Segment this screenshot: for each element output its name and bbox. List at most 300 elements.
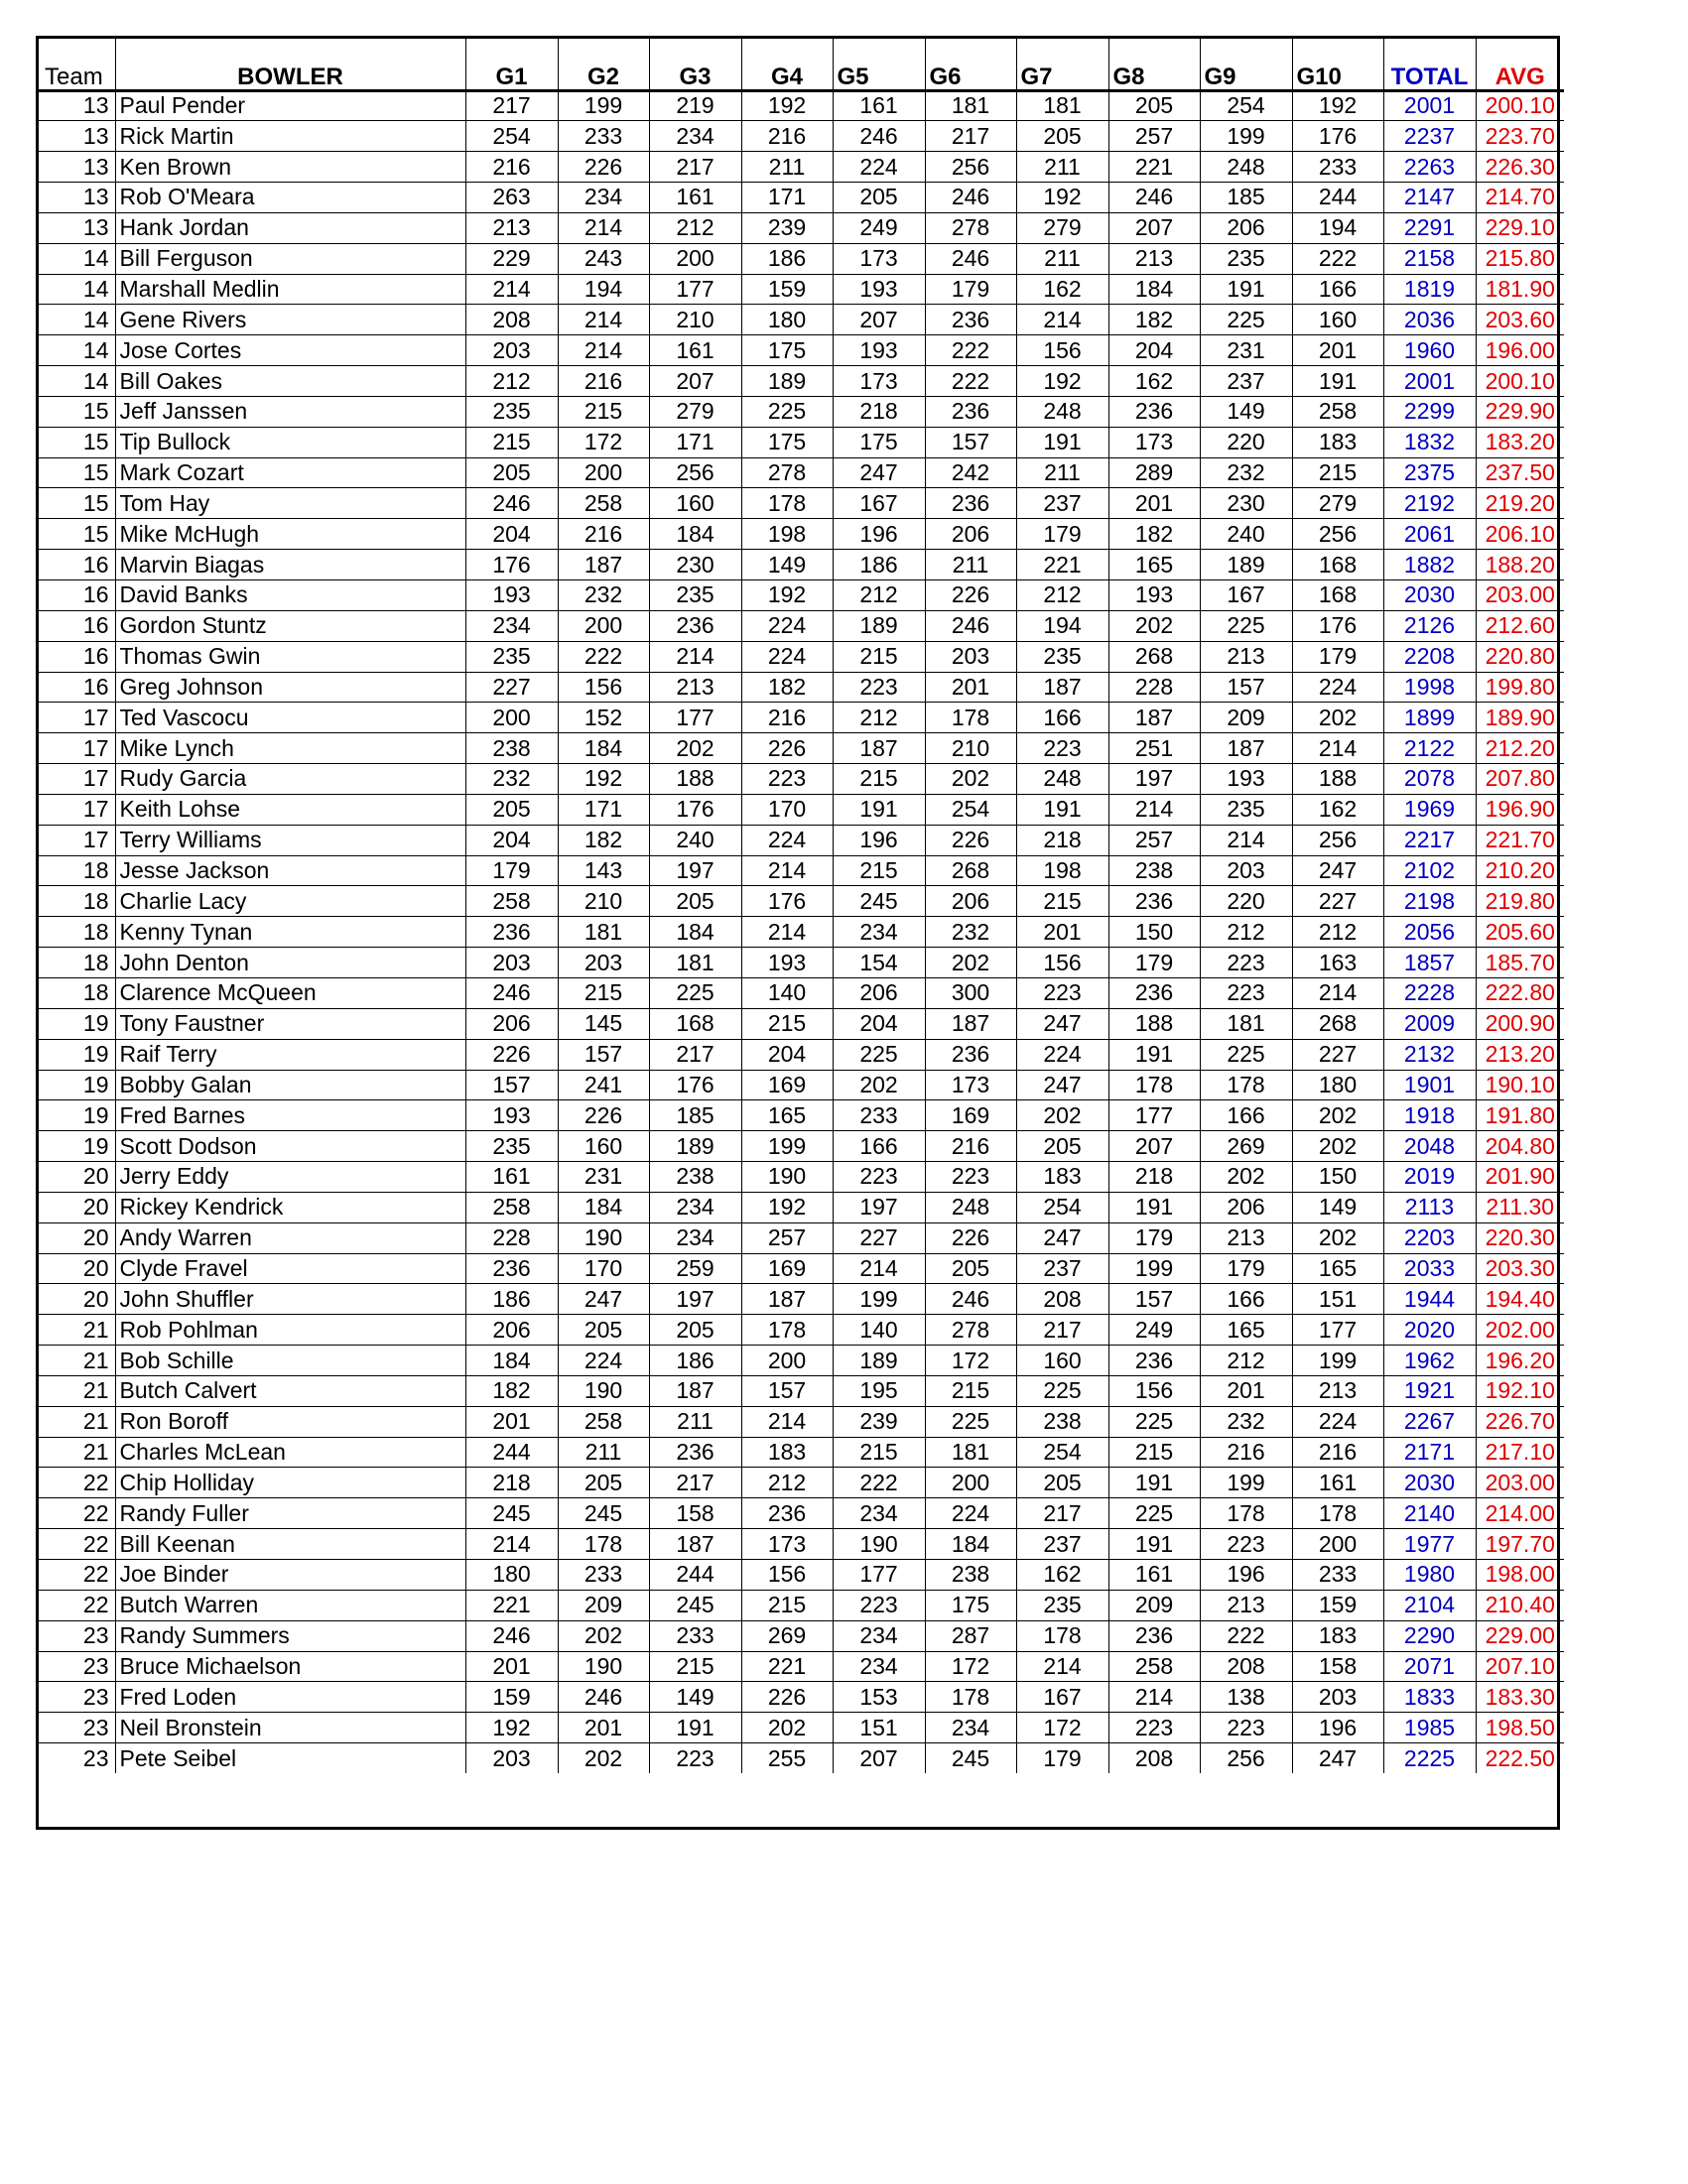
game-score-cell: 247	[1292, 1743, 1383, 1774]
game-score-cell: 187	[1108, 703, 1200, 733]
bowler-name-cell: Kenny Tynan	[115, 917, 465, 948]
game-score-cell: 192	[1292, 90, 1383, 121]
game-score-cell: 218	[1108, 1162, 1200, 1193]
table-row	[39, 948, 1564, 978]
game-score-cell: 222	[1200, 1620, 1292, 1651]
game-score-cell: 223	[925, 1162, 1016, 1193]
average-cell: 222.80	[1476, 977, 1564, 1008]
game-score-cell: 206	[1200, 1192, 1292, 1222]
bowler-name-cell: Mark Cozart	[115, 457, 465, 488]
team-cell: 15	[39, 427, 115, 457]
table-row	[39, 90, 1564, 121]
bowler-name-cell: Jerry Eddy	[115, 1162, 465, 1193]
game-score-cell: 247	[1016, 1070, 1108, 1100]
game-score-cell: 246	[925, 183, 1016, 213]
average-cell: 210.40	[1476, 1590, 1564, 1620]
bowler-name-cell: David Banks	[115, 580, 465, 611]
game-score-cell: 186	[465, 1284, 558, 1315]
bowler-name-cell: Keith Lohse	[115, 794, 465, 825]
game-score-cell: 157	[465, 1070, 558, 1100]
average-cell: 223.70	[1476, 121, 1564, 152]
game-score-cell: 215	[1108, 1437, 1200, 1468]
total-cell: 1918	[1383, 1100, 1476, 1131]
game-score-cell: 201	[1292, 335, 1383, 366]
team-cell: 21	[39, 1437, 115, 1468]
table-row	[39, 1620, 1564, 1651]
game-score-cell: 168	[649, 1008, 741, 1039]
game-score-cell: 214	[1016, 1651, 1108, 1682]
game-score-cell: 232	[558, 580, 649, 611]
game-score-cell: 246	[925, 1284, 1016, 1315]
team-cell: 15	[39, 457, 115, 488]
game-score-cell: 199	[1108, 1253, 1200, 1284]
game-score-cell: 165	[1108, 550, 1200, 580]
game-score-cell: 214	[558, 212, 649, 243]
game-score-cell: 214	[1108, 1682, 1200, 1713]
game-score-cell: 247	[833, 457, 925, 488]
bowler-name-cell: Ron Boroff	[115, 1406, 465, 1437]
total-cell: 2140	[1383, 1498, 1476, 1529]
header-g3: G3	[649, 39, 741, 90]
total-cell: 2299	[1383, 396, 1476, 427]
game-score-cell: 173	[833, 243, 925, 274]
average-cell: 198.50	[1476, 1713, 1564, 1743]
game-score-cell: 217	[649, 152, 741, 183]
total-cell: 2126	[1383, 610, 1476, 641]
game-score-cell: 202	[1292, 1100, 1383, 1131]
game-score-cell: 161	[1108, 1560, 1200, 1591]
average-cell: 222.50	[1476, 1743, 1564, 1774]
game-score-cell: 223	[1016, 977, 1108, 1008]
game-score-cell: 172	[925, 1346, 1016, 1376]
game-score-cell: 161	[649, 183, 741, 213]
game-score-cell: 215	[833, 1437, 925, 1468]
game-score-cell: 181	[558, 917, 649, 948]
bowler-name-cell: Jose Cortes	[115, 335, 465, 366]
game-score-cell: 202	[1292, 1131, 1383, 1162]
game-score-cell: 215	[558, 396, 649, 427]
game-score-cell: 246	[925, 610, 1016, 641]
team-cell: 20	[39, 1253, 115, 1284]
game-score-cell: 184	[558, 733, 649, 764]
team-cell: 16	[39, 672, 115, 703]
table-row	[39, 274, 1564, 305]
game-score-cell: 191	[1108, 1529, 1200, 1560]
game-score-cell: 233	[833, 1100, 925, 1131]
average-cell: 183.20	[1476, 427, 1564, 457]
total-cell: 2001	[1383, 90, 1476, 121]
table-row	[39, 1498, 1564, 1529]
team-cell: 15	[39, 519, 115, 550]
game-score-cell: 226	[741, 1682, 833, 1713]
total-cell: 2104	[1383, 1590, 1476, 1620]
average-cell: 197.70	[1476, 1529, 1564, 1560]
bowler-name-cell: Greg Johnson	[115, 672, 465, 703]
table-row	[39, 1651, 1564, 1682]
game-score-cell: 191	[1108, 1039, 1200, 1070]
game-score-cell: 256	[1292, 825, 1383, 855]
table-row	[39, 1070, 1564, 1100]
game-score-cell: 156	[1016, 948, 1108, 978]
game-score-cell: 234	[649, 121, 741, 152]
game-score-cell: 279	[1292, 488, 1383, 519]
game-score-cell: 176	[741, 886, 833, 917]
table-row	[39, 427, 1564, 457]
team-cell: 19	[39, 1131, 115, 1162]
table-row	[39, 1560, 1564, 1591]
game-score-cell: 181	[649, 948, 741, 978]
total-cell: 2048	[1383, 1131, 1476, 1162]
game-score-cell: 236	[649, 1437, 741, 1468]
bowler-name-cell: Mike McHugh	[115, 519, 465, 550]
game-score-cell: 201	[1016, 917, 1108, 948]
bowler-name-cell: Marshall Medlin	[115, 274, 465, 305]
total-cell: 2237	[1383, 121, 1476, 152]
game-score-cell: 224	[1292, 672, 1383, 703]
game-score-cell: 226	[465, 1039, 558, 1070]
game-score-cell: 211	[925, 550, 1016, 580]
game-score-cell: 145	[558, 1008, 649, 1039]
game-score-cell: 205	[465, 457, 558, 488]
game-score-cell: 172	[558, 427, 649, 457]
team-cell: 21	[39, 1406, 115, 1437]
table-row	[39, 703, 1564, 733]
game-score-cell: 244	[465, 1437, 558, 1468]
game-score-cell: 201	[925, 672, 1016, 703]
game-score-cell: 199	[741, 1131, 833, 1162]
table-row	[39, 672, 1564, 703]
game-score-cell: 189	[649, 1131, 741, 1162]
team-cell: 20	[39, 1162, 115, 1193]
game-score-cell: 226	[925, 825, 1016, 855]
game-score-cell: 278	[741, 457, 833, 488]
game-score-cell: 159	[741, 274, 833, 305]
team-cell: 18	[39, 917, 115, 948]
header-g2: G2	[558, 39, 649, 90]
game-score-cell: 149	[741, 550, 833, 580]
game-score-cell: 237	[1200, 366, 1292, 397]
team-cell: 14	[39, 305, 115, 335]
team-cell: 22	[39, 1468, 115, 1498]
game-score-cell: 196	[1292, 1713, 1383, 1743]
game-score-cell: 205	[558, 1315, 649, 1346]
game-score-cell: 246	[833, 121, 925, 152]
game-score-cell: 201	[1200, 1375, 1292, 1406]
game-score-cell: 200	[1292, 1529, 1383, 1560]
average-cell: 220.80	[1476, 641, 1564, 672]
game-score-cell: 166	[1292, 274, 1383, 305]
game-score-cell: 199	[1200, 121, 1292, 152]
average-cell: 205.60	[1476, 917, 1564, 948]
average-cell: 200.10	[1476, 366, 1564, 397]
game-score-cell: 246	[1108, 183, 1200, 213]
team-cell: 18	[39, 886, 115, 917]
game-score-cell: 236	[1108, 396, 1200, 427]
game-score-cell: 200	[465, 703, 558, 733]
game-score-cell: 197	[833, 1192, 925, 1222]
table-row	[39, 1529, 1564, 1560]
average-cell: 196.90	[1476, 794, 1564, 825]
game-score-cell: 218	[833, 396, 925, 427]
game-score-cell: 200	[925, 1468, 1016, 1498]
game-score-cell: 206	[465, 1315, 558, 1346]
game-score-cell: 237	[1016, 1253, 1108, 1284]
table-row	[39, 886, 1564, 917]
bowler-name-cell: Clyde Fravel	[115, 1253, 465, 1284]
total-cell: 2158	[1383, 243, 1476, 274]
team-cell: 22	[39, 1498, 115, 1529]
game-score-cell: 234	[833, 1620, 925, 1651]
game-score-cell: 207	[649, 366, 741, 397]
game-score-cell: 216	[1292, 1437, 1383, 1468]
game-score-cell: 182	[558, 825, 649, 855]
game-score-cell: 241	[558, 1070, 649, 1100]
game-score-cell: 193	[1108, 580, 1200, 611]
game-score-cell: 170	[558, 1253, 649, 1284]
total-cell: 2071	[1383, 1651, 1476, 1682]
team-cell: 23	[39, 1713, 115, 1743]
game-score-cell: 233	[649, 1620, 741, 1651]
game-score-cell: 140	[833, 1315, 925, 1346]
game-score-cell: 242	[925, 457, 1016, 488]
game-score-cell: 246	[465, 977, 558, 1008]
game-score-cell: 202	[925, 764, 1016, 795]
bowler-name-cell: Gene Rivers	[115, 305, 465, 335]
game-score-cell: 228	[465, 1222, 558, 1253]
game-score-cell: 196	[833, 825, 925, 855]
game-score-cell: 223	[1200, 977, 1292, 1008]
table-row	[39, 825, 1564, 855]
game-score-cell: 257	[1108, 121, 1200, 152]
game-score-cell: 169	[925, 1100, 1016, 1131]
game-score-cell: 190	[558, 1222, 649, 1253]
game-score-cell: 236	[925, 1039, 1016, 1070]
game-score-cell: 248	[1016, 396, 1108, 427]
average-cell: 189.90	[1476, 703, 1564, 733]
total-cell: 1980	[1383, 1560, 1476, 1591]
bowler-name-cell: Pete Seibel	[115, 1743, 465, 1774]
game-score-cell: 156	[1108, 1375, 1200, 1406]
game-score-cell: 217	[649, 1039, 741, 1070]
game-score-cell: 188	[1292, 764, 1383, 795]
bowler-name-cell: Marvin Biagas	[115, 550, 465, 580]
team-cell: 21	[39, 1375, 115, 1406]
average-cell: 200.10	[1476, 90, 1564, 121]
table-row	[39, 610, 1564, 641]
game-score-cell: 193	[1200, 764, 1292, 795]
game-score-cell: 191	[1200, 274, 1292, 305]
table-row	[39, 855, 1564, 886]
game-score-cell: 165	[1200, 1315, 1292, 1346]
game-score-cell: 249	[833, 212, 925, 243]
game-score-cell: 254	[1016, 1437, 1108, 1468]
game-score-cell: 191	[833, 794, 925, 825]
game-score-cell: 211	[558, 1437, 649, 1468]
game-score-cell: 247	[558, 1284, 649, 1315]
game-score-cell: 166	[1200, 1100, 1292, 1131]
game-score-cell: 202	[558, 1620, 649, 1651]
game-score-cell: 258	[558, 1406, 649, 1437]
game-score-cell: 211	[1016, 457, 1108, 488]
game-score-cell: 223	[833, 1590, 925, 1620]
game-score-cell: 181	[925, 90, 1016, 121]
game-score-cell: 223	[649, 1743, 741, 1774]
table-row	[39, 1743, 1564, 1774]
game-score-cell: 176	[1292, 610, 1383, 641]
game-score-cell: 173	[741, 1529, 833, 1560]
total-cell: 2001	[1383, 366, 1476, 397]
game-score-cell: 192	[741, 580, 833, 611]
game-score-cell: 181	[1016, 90, 1108, 121]
total-cell: 1985	[1383, 1713, 1476, 1743]
game-score-cell: 204	[833, 1008, 925, 1039]
bowler-name-cell: Raif Terry	[115, 1039, 465, 1070]
game-score-cell: 216	[925, 1131, 1016, 1162]
game-score-cell: 213	[649, 672, 741, 703]
game-score-cell: 169	[741, 1253, 833, 1284]
table-row	[39, 1315, 1564, 1346]
scores-body	[39, 90, 1564, 1773]
header-row	[39, 39, 1564, 90]
game-score-cell: 178	[741, 488, 833, 519]
game-score-cell: 150	[1108, 917, 1200, 948]
game-score-cell: 224	[558, 1346, 649, 1376]
game-score-cell: 254	[465, 121, 558, 152]
game-score-cell: 156	[558, 672, 649, 703]
game-score-cell: 212	[741, 1468, 833, 1498]
game-score-cell: 221	[1108, 152, 1200, 183]
game-score-cell: 175	[833, 427, 925, 457]
bowler-name-cell: Scott Dodson	[115, 1131, 465, 1162]
table-row	[39, 212, 1564, 243]
bowler-name-cell: Bill Ferguson	[115, 243, 465, 274]
average-cell: 190.10	[1476, 1070, 1564, 1100]
game-score-cell: 173	[1108, 427, 1200, 457]
game-score-cell: 182	[1108, 519, 1200, 550]
game-score-cell: 226	[925, 580, 1016, 611]
game-score-cell: 187	[558, 550, 649, 580]
game-score-cell: 187	[741, 1284, 833, 1315]
game-score-cell: 215	[1292, 457, 1383, 488]
bowler-name-cell: Charles McLean	[115, 1437, 465, 1468]
team-cell: 17	[39, 703, 115, 733]
game-score-cell: 235	[1200, 794, 1292, 825]
table-row	[39, 1131, 1564, 1162]
bowler-name-cell: Thomas Gwin	[115, 641, 465, 672]
game-score-cell: 243	[558, 243, 649, 274]
game-score-cell: 194	[1292, 212, 1383, 243]
average-cell: 194.40	[1476, 1284, 1564, 1315]
game-score-cell: 160	[1292, 305, 1383, 335]
game-score-cell: 200	[558, 610, 649, 641]
game-score-cell: 189	[833, 610, 925, 641]
team-cell: 13	[39, 183, 115, 213]
game-score-cell: 254	[1016, 1192, 1108, 1222]
average-cell: 219.20	[1476, 488, 1564, 519]
average-cell: 196.20	[1476, 1346, 1564, 1376]
game-score-cell: 176	[649, 794, 741, 825]
game-score-cell: 226	[741, 733, 833, 764]
game-score-cell: 254	[925, 794, 1016, 825]
game-score-cell: 244	[649, 1560, 741, 1591]
game-score-cell: 254	[1200, 90, 1292, 121]
game-score-cell: 179	[1016, 1743, 1108, 1774]
game-score-cell: 191	[1016, 427, 1108, 457]
game-score-cell: 165	[1292, 1253, 1383, 1284]
game-score-cell: 158	[1292, 1651, 1383, 1682]
game-score-cell: 204	[465, 825, 558, 855]
game-score-cell: 224	[741, 641, 833, 672]
game-score-cell: 175	[925, 1590, 1016, 1620]
game-score-cell: 149	[1292, 1192, 1383, 1222]
game-score-cell: 202	[1292, 703, 1383, 733]
game-score-cell: 178	[1200, 1070, 1292, 1100]
average-cell: 212.60	[1476, 610, 1564, 641]
game-score-cell: 179	[1016, 519, 1108, 550]
scores-table	[39, 39, 1564, 1773]
team-cell: 17	[39, 764, 115, 795]
table-row	[39, 764, 1564, 795]
game-score-cell: 236	[465, 1253, 558, 1284]
table-row	[39, 1222, 1564, 1253]
game-score-cell: 235	[649, 580, 741, 611]
game-score-cell: 195	[833, 1375, 925, 1406]
game-score-cell: 234	[925, 1713, 1016, 1743]
game-score-cell: 216	[741, 703, 833, 733]
header-g7: G7	[1016, 39, 1108, 90]
game-score-cell: 157	[925, 427, 1016, 457]
game-score-cell: 224	[741, 610, 833, 641]
team-cell: 19	[39, 1100, 115, 1131]
game-score-cell: 236	[925, 305, 1016, 335]
game-score-cell: 278	[925, 212, 1016, 243]
game-score-cell: 257	[1108, 825, 1200, 855]
game-score-cell: 245	[649, 1590, 741, 1620]
table-row	[39, 396, 1564, 427]
game-score-cell: 214	[1108, 794, 1200, 825]
game-score-cell: 214	[1292, 733, 1383, 764]
game-score-cell: 191	[1108, 1192, 1200, 1222]
game-score-cell: 184	[649, 917, 741, 948]
game-score-cell: 269	[741, 1620, 833, 1651]
game-score-cell: 225	[833, 1039, 925, 1070]
team-cell: 14	[39, 243, 115, 274]
game-score-cell: 215	[833, 855, 925, 886]
table-row	[39, 1682, 1564, 1713]
game-score-cell: 178	[925, 703, 1016, 733]
game-score-cell: 201	[465, 1651, 558, 1682]
game-score-cell: 187	[649, 1529, 741, 1560]
game-score-cell: 177	[649, 274, 741, 305]
game-score-cell: 203	[1200, 855, 1292, 886]
average-cell: 191.80	[1476, 1100, 1564, 1131]
bowler-name-cell: Randy Fuller	[115, 1498, 465, 1529]
game-score-cell: 217	[465, 90, 558, 121]
average-cell: 229.90	[1476, 396, 1564, 427]
team-cell: 13	[39, 121, 115, 152]
game-score-cell: 217	[1016, 1498, 1108, 1529]
game-score-cell: 246	[465, 488, 558, 519]
game-score-cell: 205	[649, 886, 741, 917]
game-score-cell: 236	[1108, 1620, 1200, 1651]
game-score-cell: 207	[833, 1743, 925, 1774]
game-score-cell: 214	[741, 1406, 833, 1437]
average-cell: 213.20	[1476, 1039, 1564, 1070]
bowler-name-cell: Tony Faustner	[115, 1008, 465, 1039]
average-cell: 185.70	[1476, 948, 1564, 978]
game-score-cell: 214	[465, 1529, 558, 1560]
game-score-cell: 198	[741, 519, 833, 550]
